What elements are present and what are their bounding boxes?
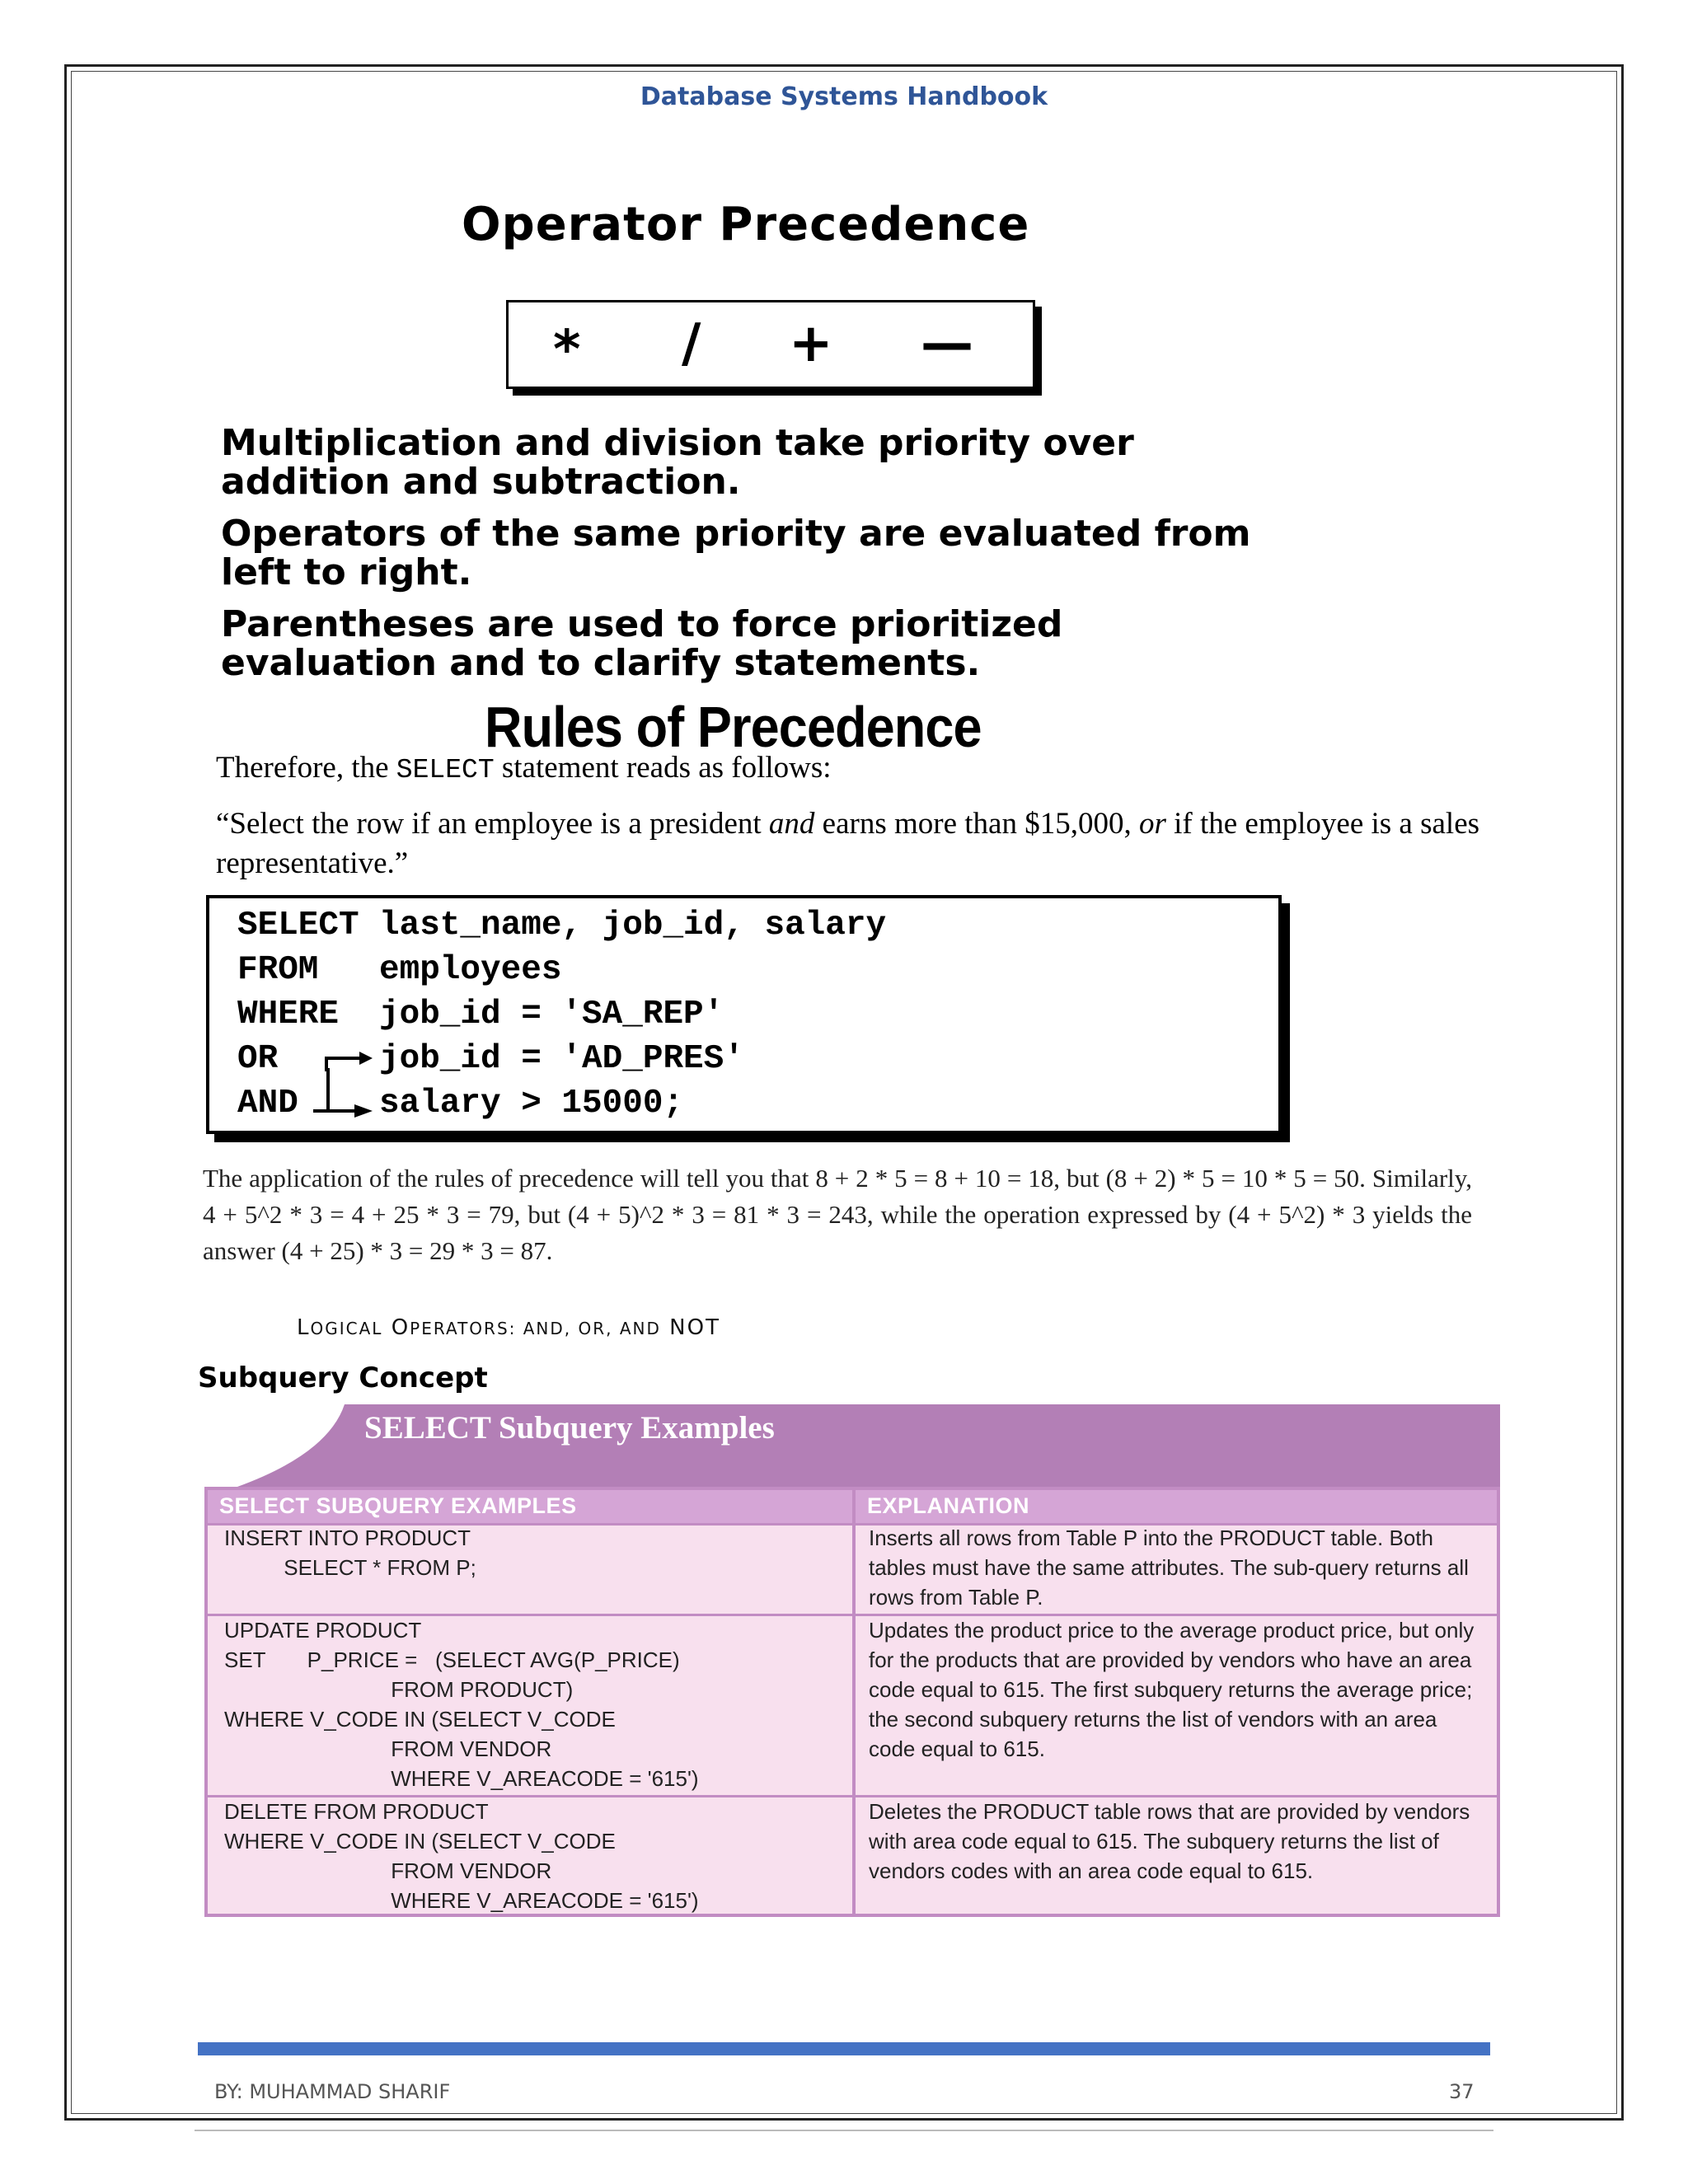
code-keyword: FROM	[237, 951, 319, 989]
precedence-quote	[216, 804, 1502, 883]
code-line-1	[237, 907, 886, 944]
multiply-symbol: *	[553, 320, 581, 381]
logical-rest: OGICAL	[310, 1319, 383, 1338]
column-divider	[852, 1490, 856, 1914]
code-text: last_name, job_id, salary	[379, 907, 887, 944]
quote-and: and	[768, 807, 815, 841]
table-row-3-explanation: Deletes the PRODUCT table rows that are provided by vendors with area code equal to 615. The subquery returns the list of vendors codes with an area code equal to 615.	[869, 1799, 1470, 1883]
plus-symbol: +	[789, 313, 833, 374]
rule-3-line-1: Parentheses are used to force prioritized	[221, 603, 1063, 645]
operator-symbols-box	[506, 300, 1035, 389]
code-keyword: AND	[237, 1085, 298, 1122]
footer-page-number: 37	[1449, 2080, 1475, 2103]
column-header-explanation: EXPLANATION	[856, 1490, 1497, 1523]
divide-symbol: /	[682, 313, 701, 374]
logical-and-word: AND	[619, 1319, 661, 1338]
operators-rest: PERATORS: AND, OR,	[410, 1319, 620, 1338]
subquery-concept-heading: Subquery Concept	[198, 1361, 488, 1394]
page-header-title: Database Systems Handbook	[640, 82, 1048, 111]
code-line-5	[237, 1085, 683, 1122]
rule-2-line-2: left to right.	[221, 551, 472, 593]
code-keyword: WHERE	[237, 996, 340, 1033]
code-line-2	[237, 951, 561, 989]
rule-2-line-1: Operators of the same priority are evaluated from	[221, 513, 1251, 555]
therefore-code: SELECT	[396, 755, 495, 785]
code-text: job_id = 'AD_PRES'	[379, 1040, 744, 1078]
footer-divider	[195, 2130, 1493, 2131]
sql-code-box	[206, 895, 1282, 1134]
table-row-2-example: UPDATE PRODUCT SET P_PRICE = (SELECT AVG(P_PRICE) FROM PRODUCT) WHERE V_CODE IN (SELECT V_CODE FROM VENDOR WHERE V_AREACODE = '615')	[224, 1618, 699, 1791]
table-row-1-explanation: Inserts all rows from Table P into the PRODUCT table. Both tables must have the same attributes. The sub-query returns all rows from Table P.	[869, 1526, 1469, 1610]
table-row-3-example: DELETE FROM PRODUCT WHERE V_CODE IN (SELECT V_CODE FROM VENDOR WHERE V_AREACODE = '615')	[224, 1799, 699, 1913]
quote-part-a: “Select the row if an employee is a president	[216, 807, 769, 841]
therefore-sentence	[216, 750, 832, 785]
rule-3-line-2: evaluation and to clarify statements.	[221, 642, 981, 684]
subquery-banner-title: SELECT Subquery Examples	[364, 1410, 775, 1446]
code-text: employees	[379, 951, 562, 989]
therefore-text-end: statement reads as follows:	[494, 751, 832, 785]
operators-o: O	[391, 1315, 410, 1340]
minus-symbol: —	[921, 313, 973, 374]
column-header-examples: SELECT SUBQUERY EXAMPLES	[208, 1490, 852, 1523]
operator-precedence-title: Operator Precedence	[462, 198, 1030, 251]
subquery-examples-table	[204, 1487, 1500, 1917]
quote-or: or	[1138, 807, 1166, 841]
logical-not: NOT	[660, 1315, 720, 1340]
code-text: salary > 15000;	[379, 1085, 684, 1122]
rule-1	[221, 424, 1134, 501]
quote-part-b: earns more than $15,000,	[814, 807, 1139, 841]
logical-operators-heading	[297, 1315, 720, 1340]
table-row-2-explanation: Updates the product price to the average product price, but only for the products that are provided by vendors who have an area code equal to 615. The first subquery returns the average price; the second subquery returns the list of vendors with an area code equal to 615.	[869, 1618, 1475, 1761]
rule-2	[221, 514, 1251, 592]
footer-bar	[198, 2042, 1490, 2055]
rules-of-precedence-title: Rules of Precedence	[485, 695, 982, 759]
table-row-1-example: INSERT INTO PRODUCT SELECT * FROM P;	[224, 1526, 476, 1580]
code-text: job_id = 'SA_REP'	[379, 996, 724, 1033]
rule-1-line-1: Multiplication and division take priority over	[221, 422, 1134, 464]
rule-3	[221, 605, 1062, 682]
code-line-3	[237, 996, 724, 1033]
logical-l: L	[297, 1315, 311, 1340]
quote-part-c: if the employee is a sales representative.”	[216, 807, 1480, 880]
precedence-explanation: The application of the rules of precedence will tell you that 8 + 2 * 5 = 8 + 10 = 18, but (8 + 2) * 5 = 10 * 5 = 50. Similarly, 4 + 5^2 * 3 = 4 + 25 * 3 = 79, but (4 + 5)^2 * 3 = 81 * 3 = 243, while the operation expressed by (4 + 5^2) * 3 yields the answer (4 + 25) * 3 = 29 * 3 = 87.	[203, 1164, 1472, 1265]
banner-curve-shape	[204, 1404, 369, 1487]
footer-author: BY: MUHAMMAD SHARIF	[214, 2080, 451, 2103]
code-keyword: SELECT	[237, 907, 359, 944]
code-keyword: OR	[237, 1040, 279, 1078]
therefore-text-start: Therefore, the	[216, 751, 396, 785]
code-line-4	[237, 1040, 744, 1078]
rule-1-line-2: addition and subtraction.	[221, 461, 741, 503]
